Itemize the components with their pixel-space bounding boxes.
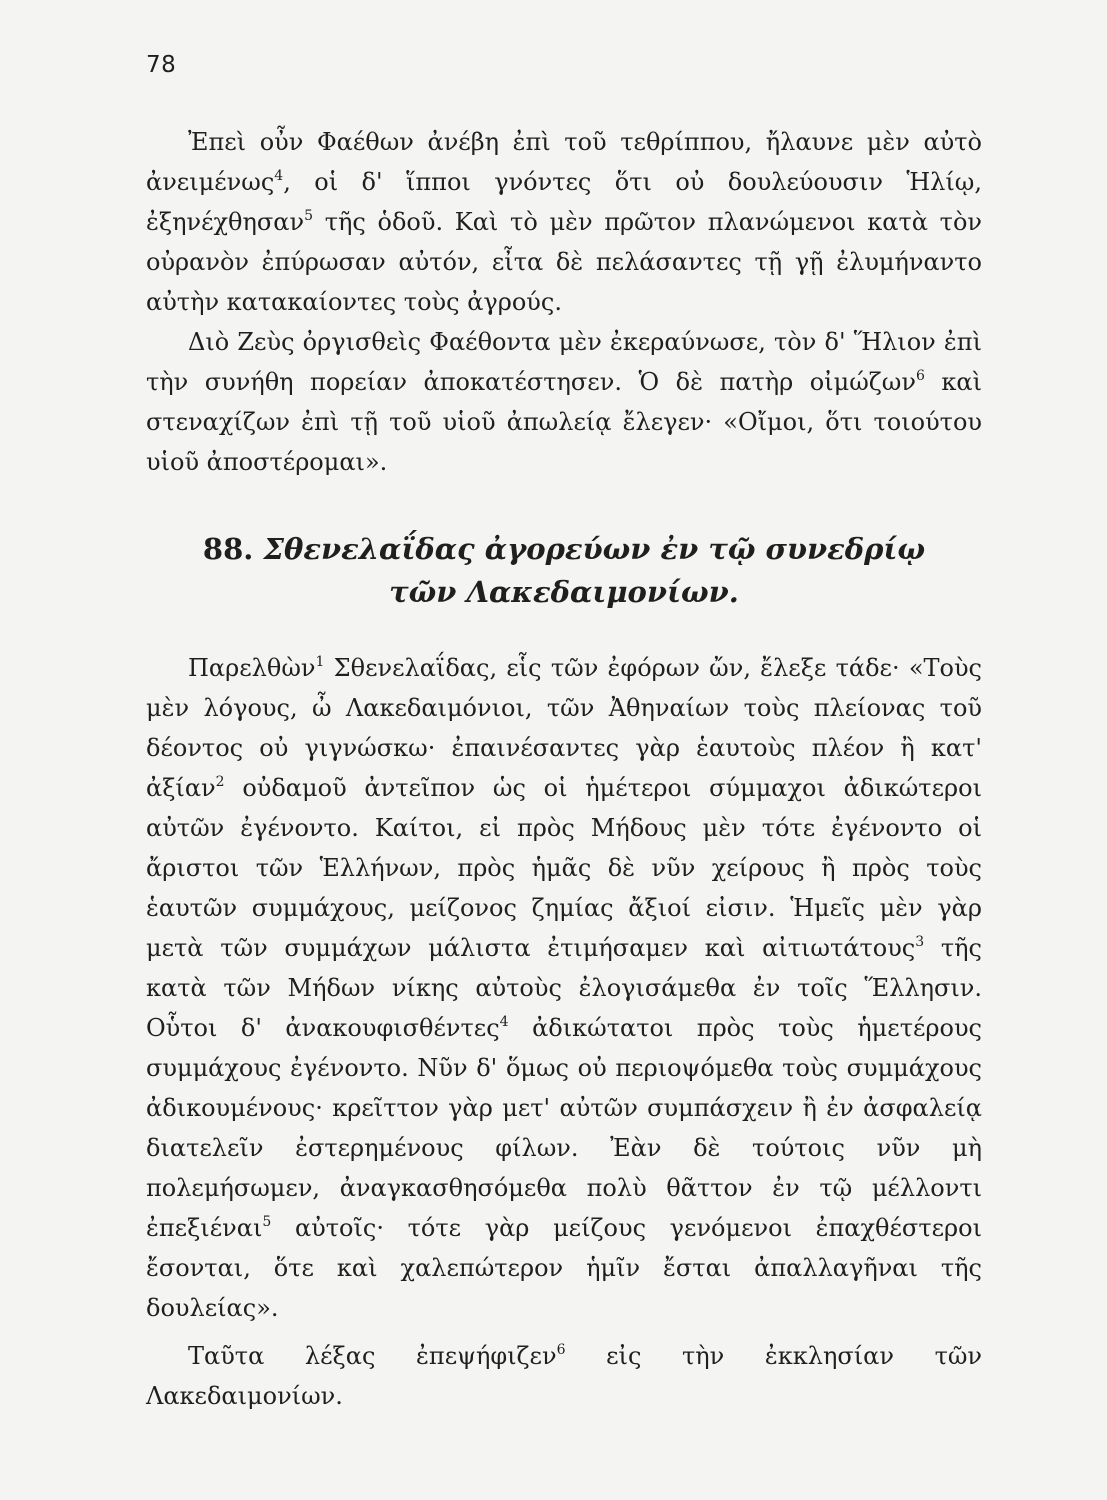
- text-run: τῆς κατὰ τῶν Μήδων νίκης αὐτοὺς ἐλογισάμεθα ἐν τοῖς Ἕλλησιν. Οὗτοι δ' ἀνακουφισθέντες: [146, 934, 982, 1042]
- footnote-marker: 4: [499, 1014, 509, 1030]
- text-run: εἰς τὴν ἐκκλησίαν τῶν Λακεδαιμονίων.: [146, 1342, 983, 1410]
- page-number: 78: [146, 52, 177, 78]
- text-run: Παρελθὼν: [188, 654, 316, 682]
- text-run: οὐδαμοῦ ἀντεῖπον ὡς οἱ ἡμέτεροι σύμμαχοι ἀδικώτεροι αὐτῶν ἐγένοντο. Καίτοι, εἰ πρὸς Μήδους μὲν τότε ἐγένοντο οἱ ἄριστοι τῶν Ἑλλήνων, πρὸς ἡμᾶς δὲ νῦν χείρους ἢ πρὸς τοὺς ἑαυτῶν συμμάχους, μείζονος ζημίας ἄξιοί εἰσιν. Ἡμεῖς μὲν γὰρ μετὰ τῶν συμμάχων μάλιστα ἐτιμήσαμεν καὶ αἰτιωτάτους: [146, 774, 982, 962]
- section-heading: [146, 528, 982, 614]
- text-run: τῆς ὁδοῦ. Καὶ τὸ μὲν πρῶτον πλανώμενοι κατὰ τὸν οὐρανὸν ἐπύρωσαν αὐτόν, εἶτα δὲ πελάσαντες τῇ γῇ ἐλυμήναντο αὐτὴν κατακαίοντες τοὺς ἀγρούς.: [146, 208, 982, 316]
- section-title-line2: τῶν Λακεδαιμονίων.: [389, 575, 739, 609]
- footnote-marker: 5: [262, 1214, 272, 1230]
- paragraph: [146, 1336, 982, 1416]
- section-88-text: [146, 648, 982, 1416]
- section-number: 88.: [202, 532, 254, 566]
- paragraph: [146, 322, 982, 482]
- text-run: Ταῦτα λέξας ἐπεψήφιζεν: [188, 1342, 557, 1370]
- paragraph: [146, 122, 982, 322]
- section-88-preceding-text: [146, 122, 982, 482]
- text-run: Σθενελαΐδας, εἷς τῶν ἐφόρων ὤν, ἔλεξε τάδε· «Τοὺς μὲν λόγους, ὦ Λακεδαιμόνιοι, τῶν Ἀθηναίων τοὺς πλείονας τοῦ δέοντος οὐ γιγνώσκω· ἐπαινέσαντες γὰρ ἑαυτοὺς πλέον ἢ κατ' ἀξίαν: [146, 654, 982, 802]
- footnote-marker: 6: [556, 1342, 566, 1358]
- footnote-marker: 1: [315, 654, 325, 670]
- footnote-marker: 2: [215, 774, 225, 790]
- text-run: Ἐπεὶ οὖν Φαέθων ἀνέβη ἐπὶ τοῦ τεθρίππου, ἤλαυνε μὲν αὐτὸ ἀνειμένως: [146, 128, 982, 196]
- section-heading-line1: [146, 528, 982, 571]
- footnote-marker: 6: [915, 368, 925, 384]
- text-run: καὶ στεναχίζων ἐπὶ τῇ τοῦ υἱοῦ ἀπωλείᾳ ἔλεγεν· «Οἴμοι, ὅτι τοιούτου υἱοῦ ἀποστέρομαι».: [146, 368, 982, 476]
- footnote-marker: 5: [304, 208, 313, 224]
- text-run: ἀδικώτατοι πρὸς τοὺς ἡμετέρους συμμάχους ἐγένοντο. Νῦν δ' ὅμως οὐ περιοψόμεθα τοὺς συμμάχους ἀδικουμένους· κρεῖττον γὰρ μετ' αὐτῶν συμπάσχειν ἢ ἐν ἀσφαλείᾳ διατελεῖν ἐστερημένους φίλων. Ἐὰν δὲ τούτοις νῦν μὴ πολεμήσωμεν, ἀναγκασθησόμεθα πολὺ θᾶττον ἐν τῷ μέλλοντι ἐπεξιέναι: [146, 1014, 982, 1242]
- section-title: Σθενελαΐδας ἀγορεύων ἐν τῷ συνεδρίῳ: [263, 532, 926, 566]
- paragraph: [146, 648, 982, 1328]
- text-run: Διὸ Ζεὺς ὀργισθεὶς Φαέθοντα μὲν ἐκεραύνωσε, τὸν δ' Ἥλιον ἐπὶ τὴν συνήθη πορείαν ἀποκατέστησεν. Ὁ δὲ πατὴρ οἰμώζων: [146, 328, 982, 396]
- footnote-marker: 3: [915, 934, 925, 950]
- footnote-marker: 4: [274, 168, 284, 184]
- text-run: , οἱ δ' ἵπποι γνόντες ὅτι οὐ δουλεύουσιν Ἡλίῳ, ἐξηνέχθησαν: [146, 168, 982, 236]
- text-run: αὐτοῖς· τότε γὰρ μείζους γενόμενοι ἐπαχθέστεροι ἔσονται, ὅτε καὶ χαλεπώτερον ἡμῖν ἔσται ἀπαλλαγῆναι τῆς δουλείας».: [146, 1214, 982, 1322]
